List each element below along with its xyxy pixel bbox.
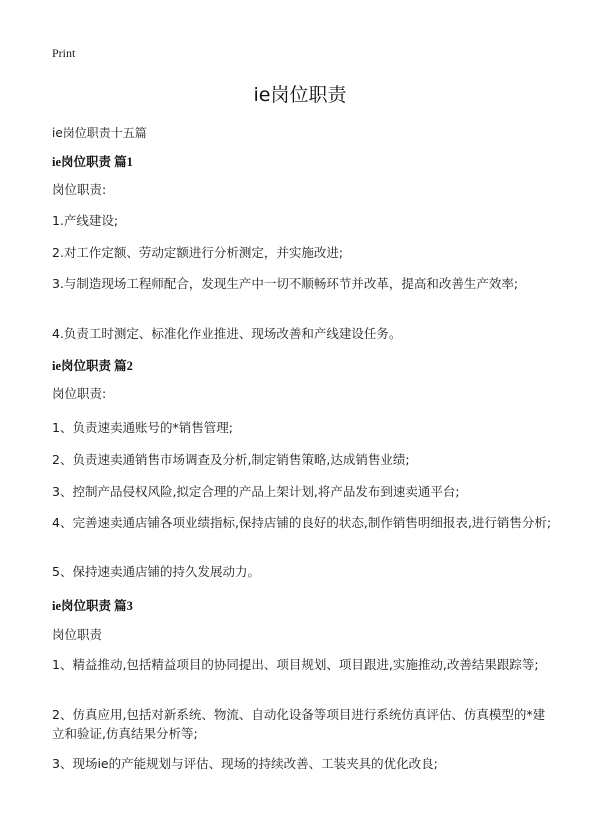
section-2-item-4: 4、完善速卖通店铺各项业绩指标,保持店铺的良好的状态,制作销售明细报表,进行销售分析;: [52, 515, 552, 530]
section-2-heading: ie岗位职责 篇2: [52, 359, 133, 373]
section-2-item-5: 5、保持速卖通店铺的持久发展动力。: [52, 564, 260, 579]
section-3-item-1: 1、精益推动,包括精益项目的协同提出、项目规划、项目跟进,实施推动,改善结果跟踪等;: [52, 657, 539, 672]
print-label: Print: [52, 46, 76, 60]
section-1-item-1: 1.产线建设;: [52, 213, 119, 228]
section-1-item-3: 3.与制造现场工程师配合，发现生产中一切不顺畅环节并改革，提高和改善生产效率;: [52, 276, 519, 291]
section-1-item-4: 4.负责工时测定、标准化作业推进、现场改善和产线建设任务。: [52, 326, 402, 341]
section-1-item-2: 2.对工作定额、劳动定额进行分析测定，并实施改进;: [52, 245, 344, 260]
section-2-item-2: 2、负责速卖通销售市场调查及分析,制定销售策略,达成销售业绩;: [52, 452, 410, 467]
section-2-item-3: 3、控制产品侵权风险,拟定合理的产品上架计划,将产品发布到速卖通平台;: [52, 484, 460, 499]
section-3-heading: ie岗位职责 篇3: [52, 599, 133, 613]
document-title: ie岗位职责: [253, 84, 347, 106]
document-subtitle: ie岗位职责十五篇: [52, 126, 147, 140]
section-3-intro: 岗位职责: [52, 627, 103, 642]
section-1-heading: ie岗位职责 篇1: [52, 155, 133, 169]
section-3-item-3: 3、现场ie的产能规划与评估、现场的持续改善、工装夹具的优化改良;: [52, 756, 438, 771]
section-2-item-1: 1、负责速卖通账号的*销售管理;: [52, 420, 233, 435]
section-2-intro: 岗位职责:: [52, 386, 107, 401]
section-1-intro: 岗位职责:: [52, 182, 107, 197]
section-3-item-2: 2、仿真应用,包括对新系统、物流、自动化设备等项目进行系统仿真评估、仿真模型的*建立和验证,仿真结果分析等;: [52, 707, 546, 741]
